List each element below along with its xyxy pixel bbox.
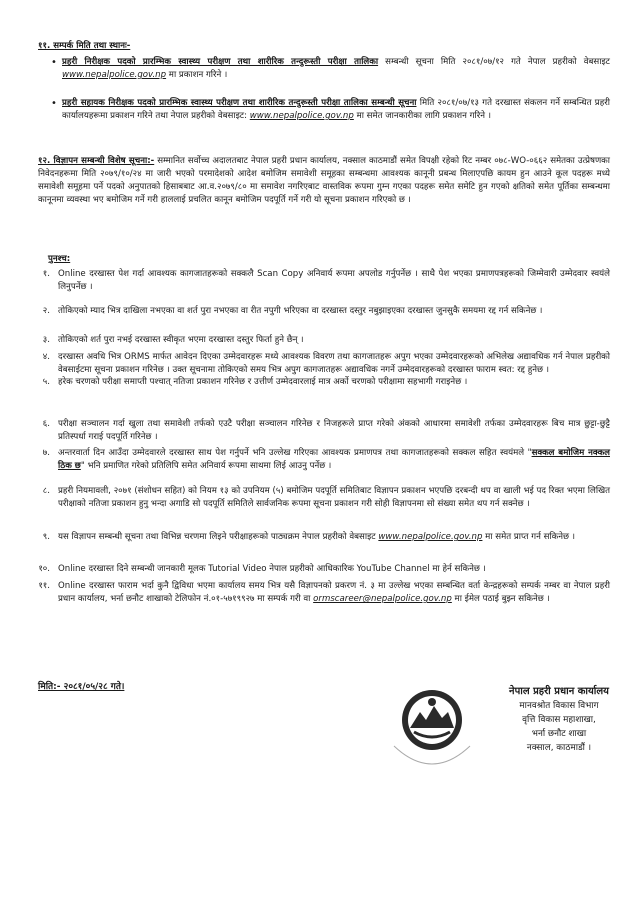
office-department: मानवश्रोत विकास विभाग [519,701,599,711]
note-number: ४. [42,352,50,362]
police-seal-icon [384,684,480,780]
note-number: १. [42,269,50,279]
section-11-bullet-2 [62,97,610,123]
note-number: ११. [38,581,50,591]
note-number: २. [42,306,50,316]
section-11-heading: ११. सम्पर्क मिति तथा स्थानः- [38,41,131,51]
note-text: यस विज्ञापन सम्बन्धी सूचना तथा विभिन्न चरणमा लिइने परीक्षाहरूको पाठ्यक्रम नेपाल प्रहरीको वेबसाइट [58,532,379,542]
office-division: वृत्ति विकास महाशाखा, [522,715,596,725]
note-item [42,268,610,294]
section-12 [38,155,610,207]
note-link[interactable]: ormscareer@nepalpolice.gov.np [313,594,452,604]
note-item [38,580,610,606]
note-text: Online दरखास्त फाराम भर्दा कुनै द्विविधा भएमा कार्यालय समय भित्र यसै विज्ञापनको प्रकरण नं. ३ मा उल्लेख भएका सम्बन्धित वर्ता केन्द्रहरूको सम्पर्क नम्बर वा नेपाल प्रहरी प्रधान कार्यालय, भर्ना छनौट शाखाको टेलिफोन नं.०१-५७१९९२७ मा सम्पर्क गरी वा [58,581,610,604]
note-number: ३. [42,335,50,345]
note-number: १०. [38,564,50,574]
note-text-end: मा समेत प्राप्त गर्न सकिनेछ । [482,532,575,542]
note-text: परीक्षा सञ्चालन गर्दा खुला तथा समावेशी तर्फको एउटै परीक्षा सञ्चालन गरिनेछ र निजहरूले प्राप्त गरेको अंकको आधारमा समावेशी तर्फका उम्मेदवारहरू बिच मात्र छुट्टा-छुट्टै प्रतिस्पर्धा गराई पदपूर्ति गरिनेछ । [58,419,610,442]
website-link-2[interactable]: www.nepalpolice.gov.np [249,111,354,121]
note-bold-text: सक्कल बमोजिम नक्कल ठिक छ [58,448,610,471]
note-item [42,485,610,511]
bullet-2-bold: प्रहरी सहायक निरीक्षक पदको प्रारम्भिक स्वास्थ्य परीक्षण तथा शारीरिक तन्दुरूस्ती परीक्षा तालिका सम्बन्धी सूचना [62,98,417,108]
note-item [42,376,610,389]
bullet-2-text: मिति २०८१/०७/१३ गते दरखास्त संकलन गर्ने सम्बन्धित प्रहरी कार्यालयहरूमा प्रकाशन गरिने तथा नेपाल प्रहरीको वेबसाइट: [62,98,610,121]
bullet-2-text2: मा समेत जानकारीका लागि प्रकाशन गरिने । [353,111,491,121]
note-text: दरखास्त अवधि भित्र ORMS मार्फत आवेदन दिएका उम्मेदवारहरू मध्ये आवश्यक विवरण तथा कागजातहरू अपुग भएका उम्मेदवारहरूको अभिलेख अद्यावधिक गर्न नेपाल प्रहरीको वेबसाईटमा सूचना प्रकाशन गरिनेछ । उक्त सूचनामा तोकिएको समय भित्र अपुग कागजातहरू अद्यावधिक नगर्ने उम्मेदवारहरूको दरखास्त फाराम स्वत: रद्द हुनेछ । [58,352,610,375]
note-text: प्रहरी नियमावली, २०७१ (संशोधन सहित) को नियम १३ को उपनियम (५) बमोजिम पदपूर्ति समितिबाट विज्ञापन प्रकाशन भएपछि दरबन्दी थप वा खाली भई पद रिक्त भएमा लिखित परीक्षाको नतिजा प्रकाशन हुनु भन्दा अगाडि सो पदपूर्ति समितिले सार्वजनिक रूपमा सूचना प्रकाशन गरी सोही विज्ञापनमा सो संख्या समेत थप गर्न सक्नेछ । [58,486,610,509]
note-item [42,305,610,318]
issue-date: मिति:- २०८१/०५/२८ गते। [38,682,125,692]
note-text-end: मा ईमेल पठाई बुझ्न सकिनेछ । [451,594,550,604]
note-number: ९. [42,532,50,542]
note-item [38,563,610,576]
website-link-1[interactable]: www.nepalpolice.gov.np [62,70,167,80]
note-number: ८. [42,486,50,496]
note-text: अन्तरवार्ता दिन आउँदा उम्मेदवारले दरखास्त साथ पेश गर्नुपर्ने भनि उल्लेख गरिएका आवश्यक प्रमाणपत्र तथा कागजातहरूको सक्कल सहित स्वयंमले " [58,448,532,458]
note-text: तोकिएको म्याद भित्र दाखिला नभएका वा शर्त पुरा नभएका वा रीत नपुगी भरिएका वा दरखास्त दस्तुर नबुझाइएका दरखास्त जुनसुकै समयमा रद्द गर्न सकिनेछ । [58,306,543,316]
note-item [42,447,610,473]
issuing-office [484,685,634,755]
note-item [42,334,610,347]
note-number: ७. [42,448,50,458]
note-number: ६. [42,419,50,429]
section-12-heading: १२. विज्ञापन सम्बन्धी विशेष सूचना:- [38,156,155,166]
note-number: ५. [42,377,50,387]
note-item [42,418,610,444]
section-11-bullet-1 [62,56,610,82]
bullet-1-text2: मा प्रकाशन गरिने । [166,70,228,80]
note-text: हरेक चरणको परीक्षा समाप्ती पश्चात् नतिजा प्रकाशन गरिनेछ र उत्तीर्ण उम्मेदवारलाई मात्र अर्को चरणको परीक्षामा सहभागी गराइनेछ । [58,377,468,387]
note-text: Online दरखास्त पेश गर्दा आवश्यक कागजातहरूको सक्कलै Scan Copy अनिवार्य रूपमा अपलोड गर्नुपर्नेछ । साथै पेश भएका प्रमाणपत्रहरूको जिम्मेवारी उम्मेदवार स्वयंले लिनुपर्नेछ । [58,269,610,292]
office-address: नक्साल, काठमाडौं । [526,743,592,753]
note-text: तोकिएको शर्त पुरा नभई दरखास्त स्वीकृत भएमा दरखास्त दस्तुर फिर्ता हुने छैन् । [58,335,304,345]
section-12-text: सम्मानित सर्वोच्च अदालतबाट नेपाल प्रहरी प्रधान कार्यालय, नक्साल काठमाडौं समेत विपक्षी रहेको रिट नम्बर ०७८-WO-०६६२ समेतका उत्प्रेषणका निवेदनहरूमा मिति २०७९/१०/२४ मा जारी भएको परमादेशको आदेश बमोजिम समावेशी समूहका सम्बन्धमा आवश्यक कानूनी प्रबन्ध मिलाएपछि कायम हुन आउने कूल पदहरू मध्ये समावेशी समूहमा पर्ने पदको अनुपातको हिसाबबाट आ.व.२०७९/८० मा समावेश नगरिएबाट वास्तविक रूपमा गुम्न गएका पदहरू समेत समेटि हुन गएको क्षतिको समेत पूर्तिका सम्बन्धमा कानूनमा व्यवस्था भए बमोजिम गर्ने गरी हाललाई प्रचलित कानून बमोजिम पदपूर्ति गर्ने गरी यो सूचना प्रकाशन गरिएको छ । [38,156,610,205]
bullet-1-bold: प्रहरी निरीक्षक पदको प्रारम्भिक स्वास्थ्य परीक्षण तथा शारीरिक तन्दुरूस्ती परीक्षा तालिका [62,57,379,67]
office-section: भर्ना छनौट शाखा [531,729,587,739]
bullet-1-text: सम्बन्धी सूचना मिति २०८१/०७/१२ गते नेपाल प्रहरीको वेबसाइट [378,57,610,67]
note-text-end: " भनि प्रमाणित गरेको प्रतिलिपि समेत अनिवार्य रूपमा साथमा लिई आउनु पर्नेछ । [80,461,332,471]
notes-heading: पुनश्च: [48,254,71,264]
note-text: Online दरखास्त दिने सम्बन्धी जानकारी मूलक Tutorial Video नेपाल प्रहरीको आधिकारिक YouTube Channel मा हेर्न सकिनेछ । [58,564,486,574]
note-item [42,531,610,544]
note-link[interactable]: www.nepalpolice.gov.np [378,532,483,542]
office-name: नेपाल प्रहरी प्रधान कार्यालय [509,686,609,697]
note-item [42,351,610,377]
